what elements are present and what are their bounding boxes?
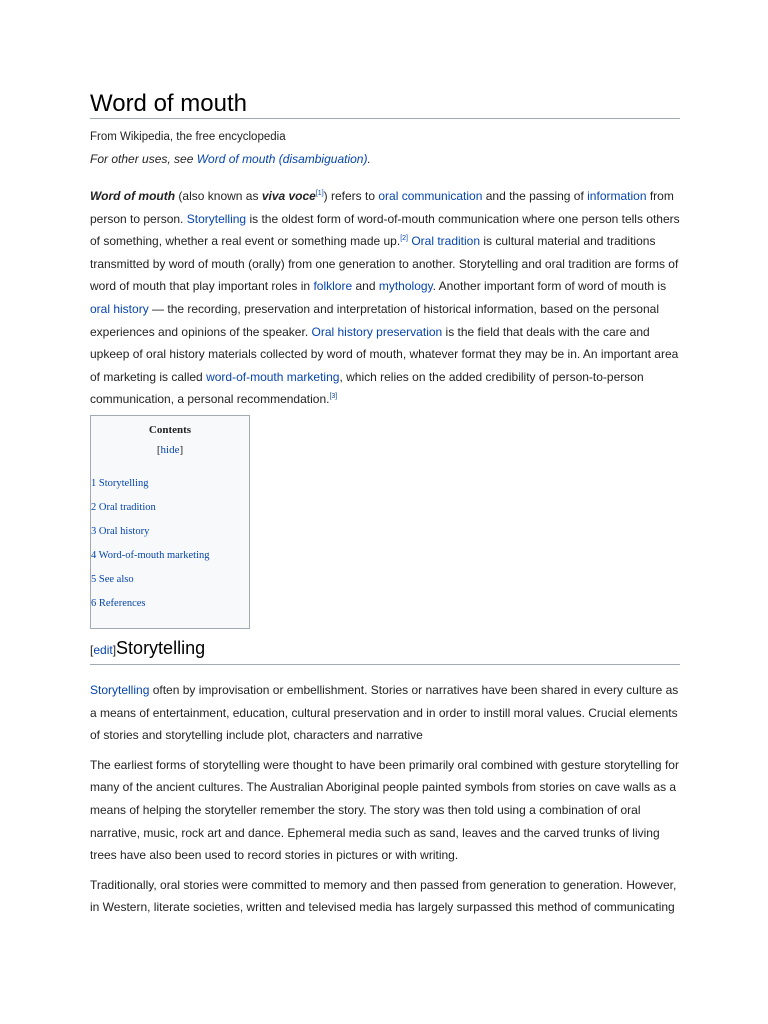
lead-term: Word of mouth	[90, 189, 176, 203]
toc-item-storytelling[interactable]: 1 Storytelling	[91, 477, 149, 489]
toc-hide-toggle[interactable]: [hide]	[156, 443, 184, 456]
table-of-contents	[90, 415, 250, 629]
reference-2-link[interactable]: [2]	[400, 235, 408, 243]
lead-text: (also known as	[175, 189, 262, 203]
toc-hide-link[interactable]: hide	[160, 443, 180, 456]
toc-item-oral-tradition[interactable]: 2 Oral tradition	[91, 501, 156, 513]
storytelling-paragraph-1	[90, 679, 680, 747]
lead-text: , which relies on the added credibility of person-to-person communication, a personal recommendation.	[90, 369, 644, 407]
lead-text: . Another important form of word of mouth is	[432, 279, 667, 294]
storytelling-paragraph-2: The earliest forms of storytelling were thought to have been primarily oral combined with gesture storytelling for many of the ancient cultures. The Australian Aboriginal people painted symbols from stories on cave walls as a means of helping the storyteller remember the story. The story was then told using a combination of oral narrative, music, rock art and dance. Ephemeral media such as sand, leaves and the carved trunks of living trees have also been used to record stories in pictures or with writing.	[90, 757, 679, 863]
word-of-mouth-marketing-link[interactable]: word-of-mouth marketing	[206, 369, 340, 384]
lead-text: is the oldest form of word-of-mouth communication where one person tells others of something, whether a real event or something made up.	[90, 211, 680, 249]
information-link[interactable]: information	[587, 189, 647, 203]
edit-bracket: [	[90, 642, 94, 657]
hatnote-prefix: For other uses, see	[90, 152, 197, 166]
lead-text: ) refers to	[323, 189, 379, 203]
lead-text: is cultural material and traditions transmitted by word of mouth (orally) from one generation to another. Storytelling and oral tradition are forms of word of mouth that play important roles in	[90, 234, 679, 294]
paragraph-text: often by improvisation or embellishment. Stories or narratives have been shared in every culture as a means of entertainment, education, cultural preservation and in order to instill moral values. Crucial elements of stories and storytelling include plot, characters and narrative	[90, 682, 679, 743]
mythology-link[interactable]: mythology	[378, 279, 433, 294]
section-title: Storytelling	[116, 637, 206, 658]
edit-section-link[interactable]: edit	[93, 642, 113, 657]
reference-1-link[interactable]: [1]	[315, 190, 324, 197]
lead-paragraph	[90, 185, 680, 411]
toc-item-references[interactable]: 6 References	[91, 597, 146, 609]
edit-section	[90, 643, 116, 657]
folklore-link[interactable]: folklore	[313, 279, 353, 294]
lead-text: and	[352, 279, 379, 294]
site-tagline: From Wikipedia, the free encyclopedia	[90, 131, 286, 143]
storytelling-paragraph-3: Traditionally, oral stories were committed to memory and then passed from generation to generation. However, in Western, literate societies, written and televised media has largely surpassed this method of communicating	[90, 877, 677, 915]
hatnote-suffix: .	[367, 152, 371, 166]
edit-bracket: ]	[112, 642, 117, 657]
disambiguation-link[interactable]: Word of mouth (disambiguation)	[196, 152, 368, 166]
toc-item-word-of-mouth-marketing[interactable]: 4 Word-of-mouth marketing	[91, 549, 210, 561]
section-heading-storytelling	[90, 637, 680, 665]
page-title: Word of mouth	[90, 88, 680, 119]
lead-text: is the field that deals with the care and upkeep of oral history materials collected by word of mouth, whatever format they may be in. An important area of marketing is called	[90, 324, 679, 384]
lead-text: and the passing of	[482, 189, 588, 203]
reference-3-link[interactable]: [3]	[329, 393, 338, 401]
storytelling-link[interactable]: Storytelling	[186, 211, 247, 226]
viva-voce-term: viva voce	[261, 189, 316, 203]
oral-tradition-link[interactable]: Oral tradition	[411, 234, 481, 249]
toc-item-oral-history[interactable]: 3 Oral history	[91, 525, 150, 537]
oral-communication-link[interactable]: oral communication	[378, 189, 483, 203]
lead-text: — the recording, preservation and interpretation of historical information, based on the personal experiences and opinions of the speaker.	[90, 301, 659, 339]
toc-title: Contents	[148, 423, 192, 436]
oral-history-preservation-link[interactable]: Oral history preservation	[311, 324, 443, 339]
toc-item-see-also[interactable]: 5 See also	[91, 573, 134, 585]
storytelling-section-link[interactable]: Storytelling	[90, 682, 150, 697]
hatnote	[90, 152, 680, 167]
article-content	[90, 88, 680, 919]
toc-list	[91, 478, 249, 610]
oral-history-link[interactable]: oral history	[90, 301, 149, 316]
lead-text: from person to person.	[90, 189, 674, 226]
